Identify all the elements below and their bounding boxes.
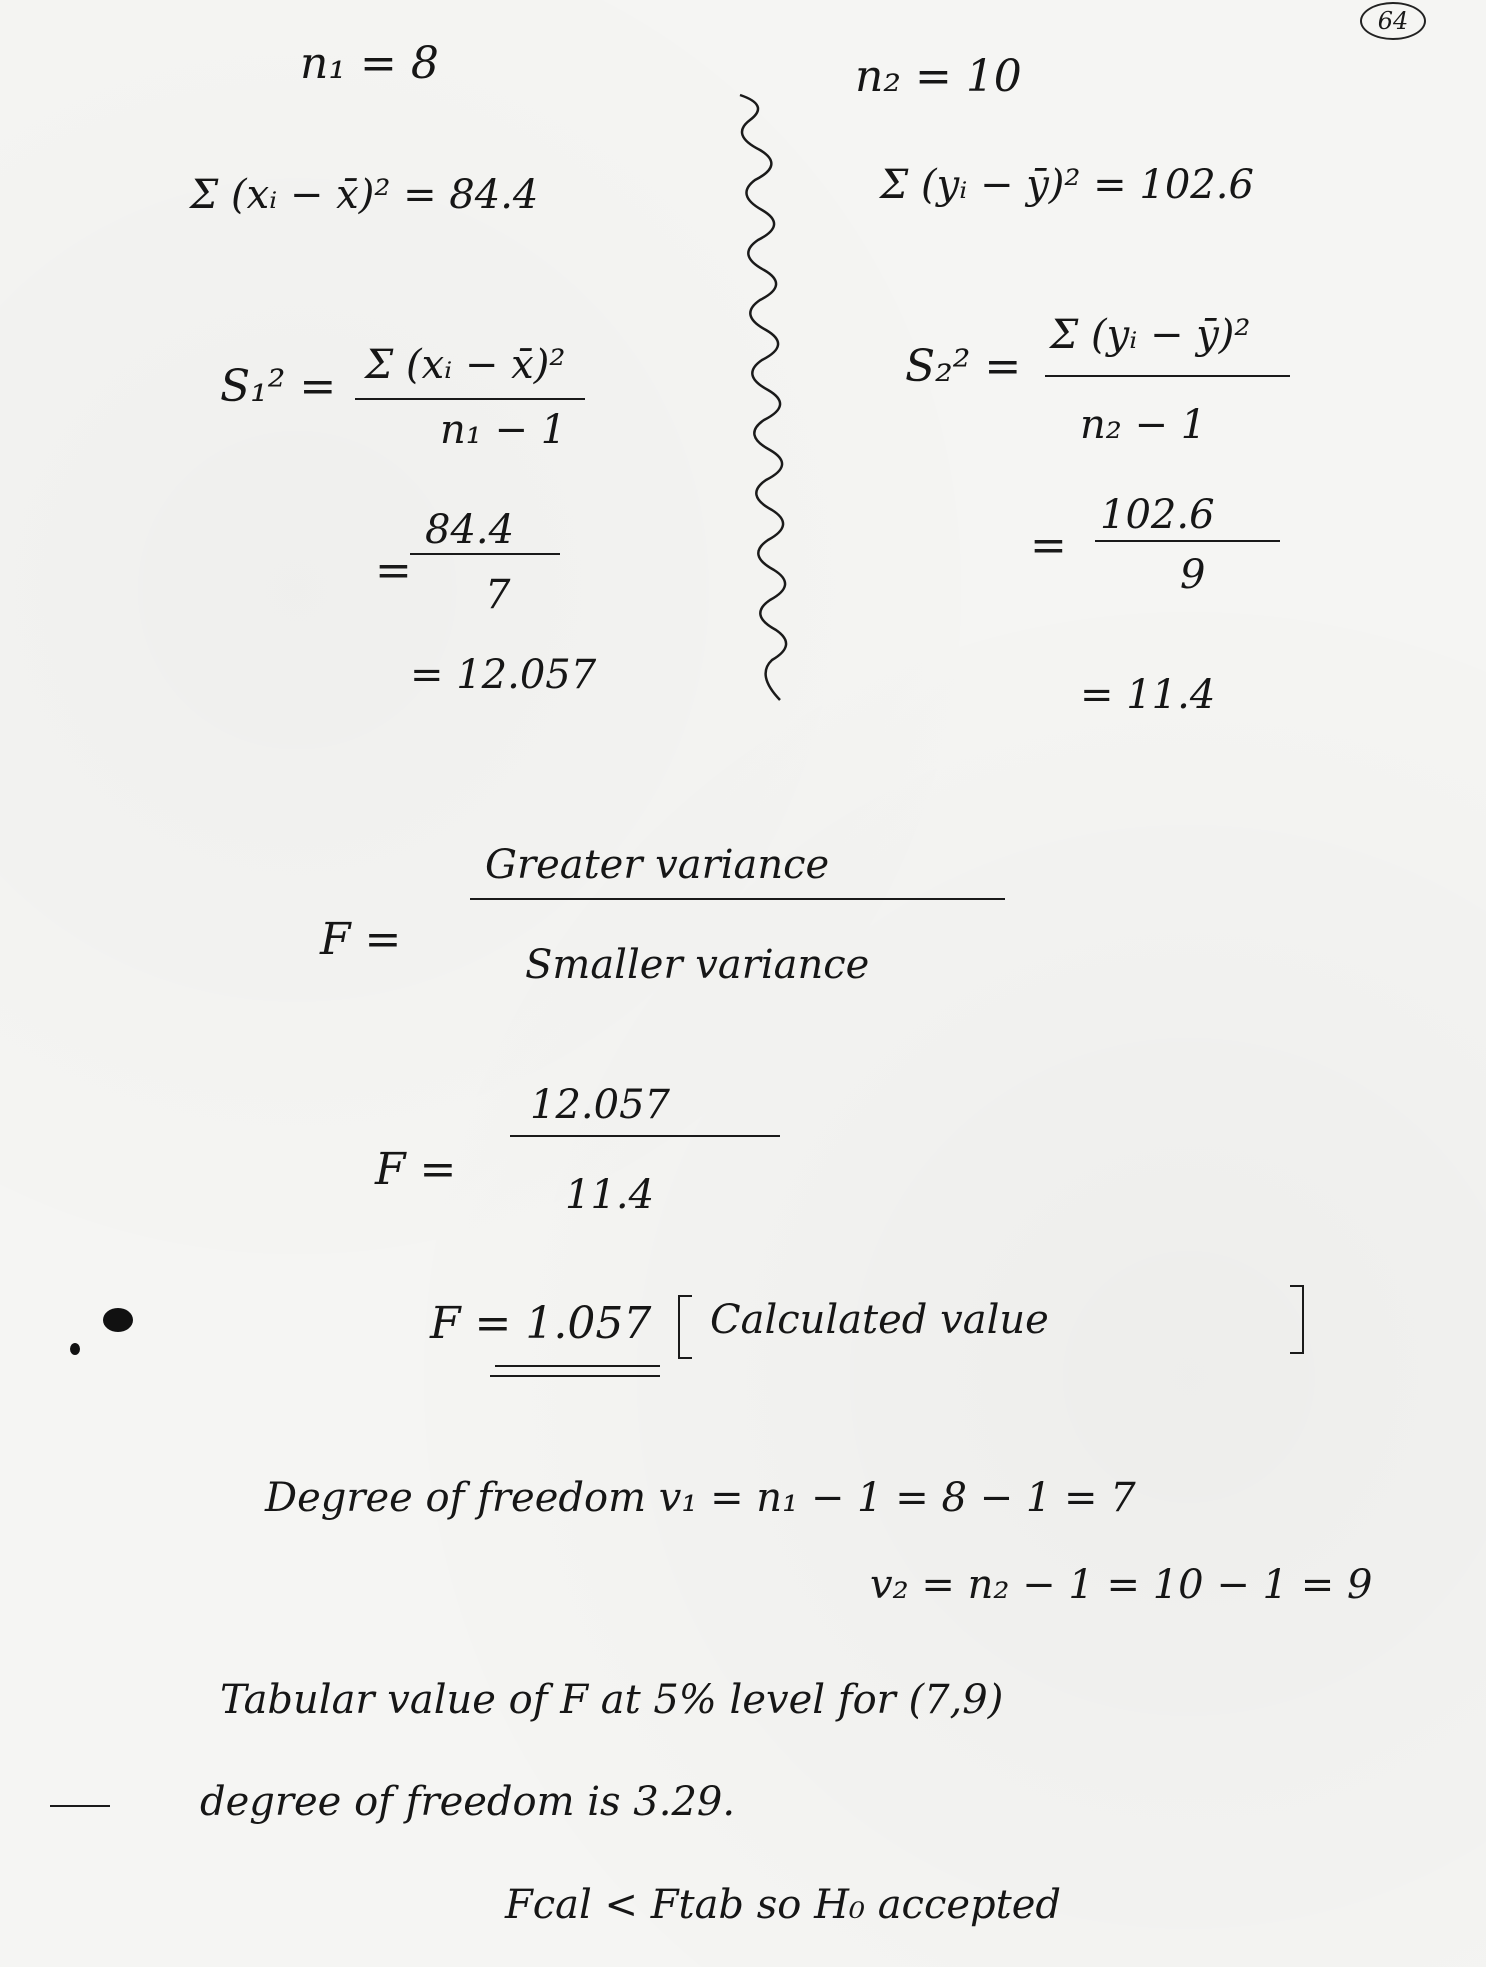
f-underline [495,1365,660,1367]
f-calculated-value: F = 1.057 [430,1298,652,1349]
f-formula-numerator: Greater variance [485,842,830,888]
dof-v2: v₂ = n₂ − 1 = 10 − 1 = 9 [870,1562,1373,1608]
n1-value: n₁ = 8 [300,38,439,89]
f-values-denominator: 11.4 [565,1172,655,1218]
s2-step-numerator: 102.6 [1100,492,1215,538]
s1-numerator: Σ (xᵢ − x̄)² [365,342,566,388]
page-number: 64 [1360,2,1426,40]
wavy-divider [700,85,840,725]
ink-blot [70,1343,80,1355]
equals-sign: = [1030,520,1067,571]
s2-label: S₂² = [905,341,1022,392]
s1-label: S₁² = [220,361,337,412]
f-values-numerator: 12.057 [530,1082,670,1128]
s2-denominator: n₂ − 1 [1080,402,1207,448]
left-bracket [678,1295,692,1359]
f-formula-fraction-bar [470,898,1005,900]
s2-fraction-bar [1045,375,1290,377]
s1-result: = 12.057 [410,652,597,698]
conclusion-line: Fcal < Ftab so H₀ accepted [505,1882,1061,1928]
f-calculated-note: Calculated value [710,1297,1049,1343]
s1-step-denominator: 7 [485,572,511,618]
s2-result: = 11.4 [1080,672,1216,718]
ink-blot [103,1308,133,1332]
equals-sign: = [375,545,412,596]
f-values-label: F = [375,1144,457,1195]
f-values-fraction-bar [510,1135,780,1137]
s1-fraction-bar [355,398,585,400]
s2-step-denominator: 9 [1180,552,1206,598]
s1-step-numerator: 84.4 [425,507,515,553]
margin-dash [50,1805,110,1807]
f-formula-label: F = [320,914,402,965]
s2-step-fraction-bar [1095,540,1280,542]
f-formula-denominator: Smaller variance [525,942,870,988]
dof-v1: Degree of freedom v₁ = n₁ − 1 = 8 − 1 = 7 [265,1475,1136,1521]
right-bracket [1290,1285,1304,1354]
tabular-value-line-2: degree of freedom is 3.29. [200,1779,736,1825]
sum-sq-x: Σ (xᵢ − x̄)² = 84.4 [190,172,539,218]
n2-value: n₂ = 10 [855,51,1022,102]
s2-numerator: Σ (yᵢ − ȳ)² [1050,312,1251,358]
f-underline [490,1375,660,1377]
sum-sq-y: Σ (yᵢ − ȳ)² = 102.6 [880,162,1254,208]
s1-denominator: n₁ − 1 [440,407,567,453]
tabular-value-line: Tabular value of F at 5% level for (7,9) [220,1677,1004,1723]
s1-step-fraction-bar [410,553,560,555]
